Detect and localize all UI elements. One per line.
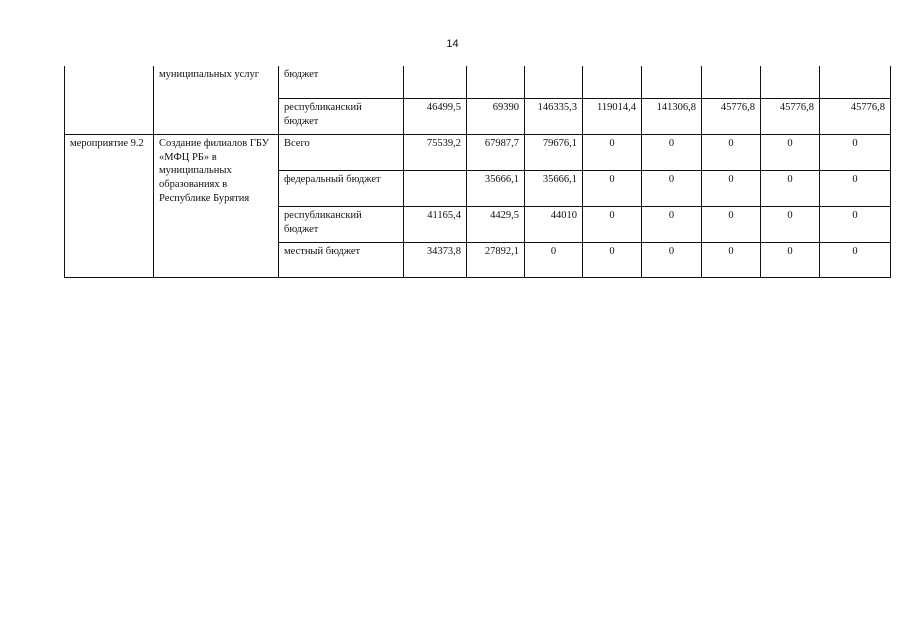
value-cell: 44010 xyxy=(525,207,583,243)
value-cell: 0 xyxy=(820,207,891,243)
value-cell: 0 xyxy=(583,207,642,243)
value-cell: 35666,1 xyxy=(467,171,525,207)
value-cell xyxy=(467,66,525,99)
page-number: 14 xyxy=(446,38,459,50)
value-cell: 0 xyxy=(820,171,891,207)
value-cell: 0 xyxy=(583,243,642,278)
value-cell: 0 xyxy=(583,135,642,171)
value-cell: 0 xyxy=(702,207,761,243)
table-row xyxy=(65,135,891,171)
value-cell: 0 xyxy=(525,243,583,278)
value-cell xyxy=(820,66,891,99)
source-cell: республиканский бюджет xyxy=(279,207,404,243)
value-cell xyxy=(525,66,583,99)
value-cell: 0 xyxy=(761,243,820,278)
value-cell xyxy=(702,66,761,99)
budget-table xyxy=(64,66,891,278)
value-cell: 45776,8 xyxy=(820,99,891,135)
value-cell: 0 xyxy=(761,171,820,207)
source-cell: федеральный бюджет xyxy=(279,171,404,207)
value-cell: 35666,1 xyxy=(525,171,583,207)
value-cell xyxy=(404,171,467,207)
value-cell: 146335,3 xyxy=(525,99,583,135)
measure-name-cell: Создание филиалов ГБУ «МФЦ РБ» в муниципальных образованиях в Республике Бурятия xyxy=(154,135,279,278)
value-cell: 0 xyxy=(642,243,702,278)
value-cell: 0 xyxy=(702,171,761,207)
value-cell: 27892,1 xyxy=(467,243,525,278)
value-cell: 34373,8 xyxy=(404,243,467,278)
value-cell: 0 xyxy=(642,171,702,207)
value-cell xyxy=(642,66,702,99)
value-cell: 69390 xyxy=(467,99,525,135)
value-cell: 0 xyxy=(820,243,891,278)
value-cell: 45776,8 xyxy=(761,99,820,135)
value-cell: 0 xyxy=(702,243,761,278)
value-cell: 0 xyxy=(820,135,891,171)
value-cell: 75539,2 xyxy=(404,135,467,171)
value-cell: 0 xyxy=(761,135,820,171)
measure-name-cell: муниципальных услуг xyxy=(154,66,279,135)
measure-cell: мероприятие 9.2 xyxy=(65,135,154,278)
value-cell: 141306,8 xyxy=(642,99,702,135)
value-cell: 0 xyxy=(642,207,702,243)
source-cell: Всего xyxy=(279,135,404,171)
source-cell: местный бюджет xyxy=(279,243,404,278)
measure-cell xyxy=(65,66,154,135)
value-cell: 46499,5 xyxy=(404,99,467,135)
value-cell: 0 xyxy=(702,135,761,171)
value-cell: 79676,1 xyxy=(525,135,583,171)
value-cell: 4429,5 xyxy=(467,207,525,243)
value-cell: 0 xyxy=(642,135,702,171)
source-cell: бюджет xyxy=(279,66,404,99)
value-cell xyxy=(761,66,820,99)
source-cell: республиканский бюджет xyxy=(279,99,404,135)
value-cell xyxy=(583,66,642,99)
table-row xyxy=(65,66,891,99)
value-cell xyxy=(404,66,467,99)
value-cell: 0 xyxy=(583,171,642,207)
value-cell: 0 xyxy=(761,207,820,243)
value-cell: 119014,4 xyxy=(583,99,642,135)
value-cell: 67987,7 xyxy=(467,135,525,171)
value-cell: 45776,8 xyxy=(702,99,761,135)
value-cell: 41165,4 xyxy=(404,207,467,243)
